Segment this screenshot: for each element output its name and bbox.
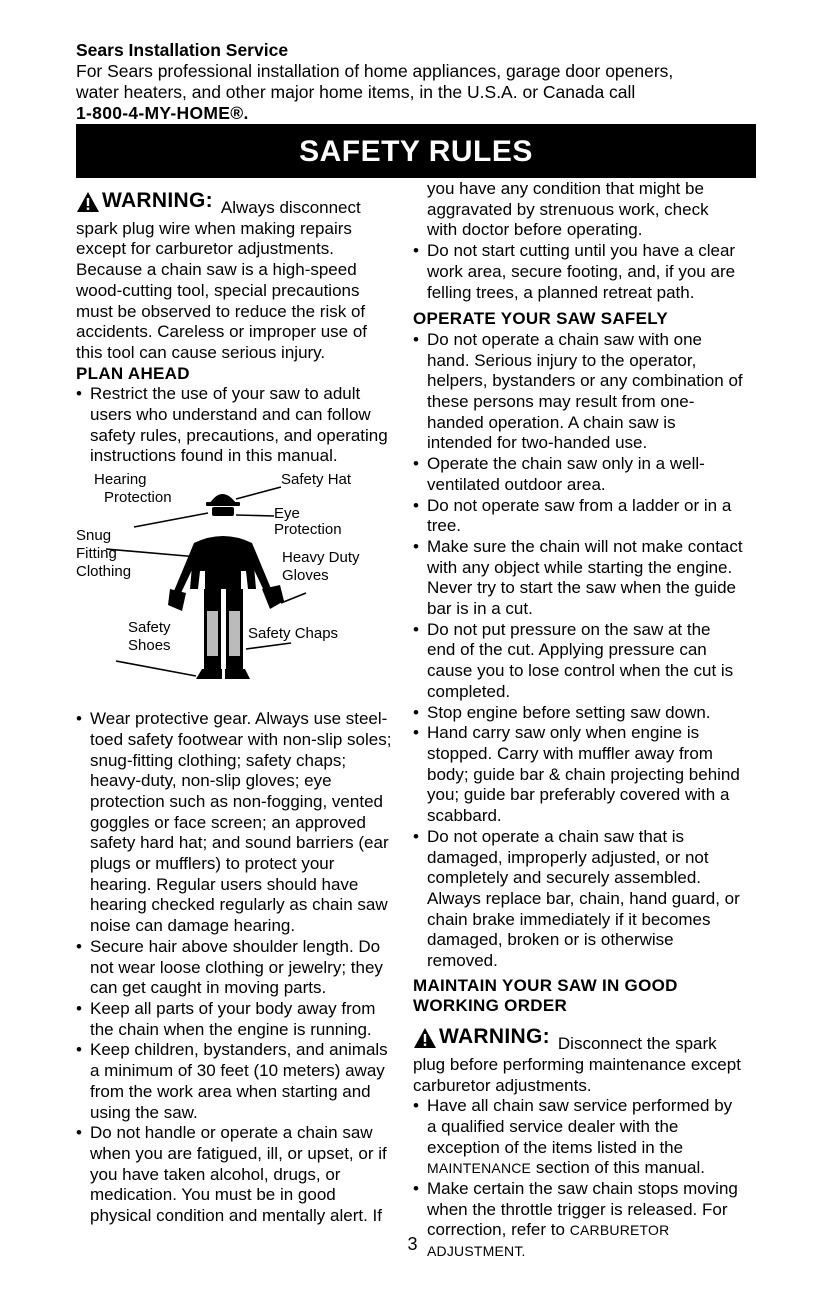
m2-text: Make certain the saw chain stops moving when the throttle trigger is released. For correction, refer to [427,1179,738,1240]
label-safety-chaps: Safety Chaps [248,625,339,643]
warning-heading [76,189,221,213]
list-item: • Restrict the use of your saw to adult users who understand and can follow safety rules, precautions, and operating instructions found in this manual. [76,384,394,467]
header-phone: 1-800-4-MY-HOME®. [76,103,249,123]
list-item: • Do not operate saw from a ladder or in a tree. [413,496,743,537]
safety-chaps-pattern [207,611,240,656]
label-eye-protection: Protection [274,521,342,539]
label-heavy-duty: Heavy Duty [282,549,360,567]
warning-triangle-icon [413,1027,437,1049]
label-hearing: Hearing [94,471,147,489]
label-protection: Protection [104,489,172,507]
operate-list [413,330,743,972]
warning-label: WARNING: [102,189,213,212]
list-item: • Do not start cutting until you have a clear work area, secure footing, and, if you are felling trees, a planned retreat path. [413,241,743,303]
list-item: • Stop engine before setting saw down. [413,703,743,724]
list-item: • Secure hair above shoulder length. Do not wear loose clothing or jewelry; they can get caught in moving parts. [76,937,394,999]
operate-heading: OPERATE YOUR SAW SAFELY [413,309,669,329]
page-number: 3 [407,1234,418,1254]
list-item: • Do not operate a chain saw with one hand. Serious injury to the operator, helpers, bystanders or any combination of these persons may result from one-handed operation. A chain saw is intended for two-handed use. [413,330,743,454]
label-shoes: Shoes [128,637,171,655]
label-clothing: Clothing [76,563,132,581]
label-gloves: Gloves [282,567,329,585]
m1-tail: section of this manual. [535,1158,705,1178]
label-safety-hat: Safety Hat [281,471,352,489]
warning-heading [413,1025,558,1049]
label-eye: Eye [274,505,300,523]
person-silhouette [168,494,284,679]
plan-ahead-heading: PLAN AHEAD [76,363,190,383]
left-column [76,189,394,1227]
header-line-2: water heaters, and other major home items, in the U.S.A. or Canada call [76,82,636,102]
list-item: • Hand carry saw only when engine is stopped. Carry with muffler away from body; guide bar & chain projecting behind you; guide bar preferably covered with a scabbard. [413,723,743,827]
list-item: • Keep all parts of your body away from the chain when the engine is running. [76,999,394,1040]
warning-label: WARNING: [439,1025,550,1049]
list-item: • Make sure the chain will not make contact with any object while starting the engine. Never try to start the saw when the guide bar is in a cut. [413,537,743,620]
sears-installation-header [76,40,776,124]
right-column [413,179,743,1262]
protective-gear-figure [76,471,394,701]
warning-text: Always disconnect spark plug wire when making repairs except for carburetor adjustments. Because a chain saw is a high-speed wood-cutting tool, special precautions must be observed to reduce the risk of accidents. Careless or improper use of this tool can cause serious injury. [76,198,368,362]
warning-triangle-icon [76,191,100,213]
label-safety: Safety [128,619,171,637]
list-item: • Do not operate a chain saw that is damaged, improperly adjusted, or not completely and securely assembled. Always replace bar, chain, hand guard, or chain brake immediately if it becomes damaged, broken or is otherwise removed. [413,827,743,972]
gear-list [76,709,394,1227]
list-item: • Operate the chain saw only in a well-ventilated outdoor area. [413,454,743,495]
header-line-1: For Sears professional installation of home appliances, garage door openers, [76,61,674,81]
list-item: • Keep children, bystanders, and animals a minimum of 30 feet (10 meters) away from the work area when starting and using the saw. [76,1040,394,1123]
list-item: • Wear protective gear. Always use steel-toed safety footwear with non-slip soles; snug-fitting clothing; safety chaps; heavy-duty, non-slip gloves; eye protection such as non-fogging, vented goggles or face screen; an approved safety hard hat; and sound barriers (ear plugs or mufflers) to protect your hearing. Regular users should have hearing checked regularly as chain saw noise can damage hearing. [76,709,394,937]
label-snug: Snug [76,527,112,545]
header-title: Sears Installation Service [76,40,289,60]
maintenance-ref: MAINTENANCE [427,1160,532,1177]
list-item: • Do not put pressure on the saw at the end of the cut. Applying pressure can cause you to lose control when the cut is completed. [413,620,743,703]
maintain-heading-line-1: MAINTAIN YOUR SAW IN GOOD [413,975,678,995]
list-item [413,1096,743,1179]
m1-text: Have all chain saw service performed by a qualified service dealer with the exception of the items listed in the [427,1096,733,1157]
maintain-heading-line-2: WORKING ORDER [413,996,568,1016]
label-fitting: Fitting [76,545,117,563]
list-item: • Do not handle or operate a chain saw when you are fatigued, ill, or upset, or if you have taken alcohol, drugs, or medication. You must be in good physical condition and mentally alert. If [76,1123,394,1227]
carburetor-ref: CARBURETOR ADJUSTMENT. [427,1222,670,1260]
safety-rules-banner: SAFETY RULES [76,124,756,178]
start-list [413,241,743,303]
maintain-warning-paragraph [413,1025,743,1096]
plan-ahead-list [76,384,394,467]
warning-paragraph [76,189,394,364]
warning-text: Disconnect the spark plug before performing maintenance except carburetor adjustments. [413,1034,741,1095]
continued-text: you have any condition that might be aggravated by strenuous work, check with doctor before operating. [427,179,709,240]
